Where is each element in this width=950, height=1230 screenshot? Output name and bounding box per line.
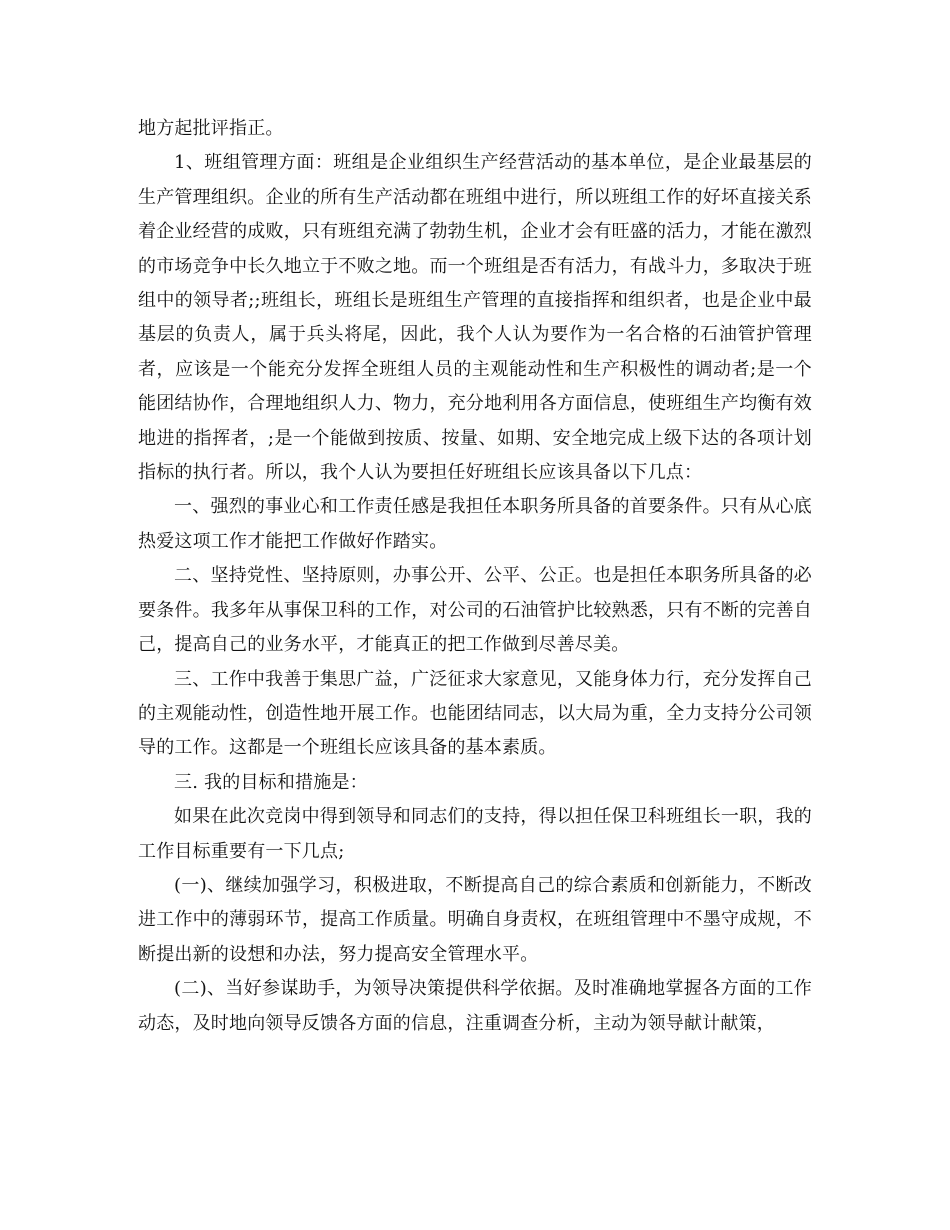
section-heading: 三. 我的目标和措施是：	[174, 771, 368, 793]
paragraph-3: 二、坚持党性、坚持原则，办事公开、公平、公正。也是担任本职务所具备的必要条件。我多年从事保卫科的工作，对公司的石油管护比较熟悉，只有不断的完善自己，提高自己的业务水平，才能真正的把工作做到尽善尽美。	[138, 565, 812, 656]
paragraph-1: 1、班组管理方面：班组是企业组织生产经营活动的基本单位，是企业最基层的生产管理组织。企业的所有生产活动都在班组中进行，所以班组工作的好坏直接关系着企业经营的成败，只有班组充满了勃勃生机，企业才会有旺盛的活力，才能在激烈的市场竞争中长久地立于不败之地。而一个班组是否有活力，有战斗力，多取决于班组中的领导者;;班组长，班组长是班组生产管理的直接指挥和组织者，也是企业中最基层的负责人，属于兵头将尾，因此，我个人认为要作为一名合格的石油管护管理者，应该是一个能充分发挥全班组人员的主观能动性和生产积极性的调动者;是一个能团结协作，合理地组织人力、物力，充分地利用各方面信息，使班组生产均衡有效地进的指挥者，;是一个能做到按质、按量、如期、安全地完成上级下达的各项计划指标的执行者。所以，我个人认为要担任好班组长应该具备以下几点：	[138, 152, 812, 484]
paragraph-8: (二)、当好参谋助手，为领导决策提供科学依据。及时准确地掌握各方面的工作动态，及时地向领导反馈各方面的信息，注重调查分析，主动为领导献计献策，	[138, 978, 812, 1034]
paragraph-7: (一)、继续加强学习，积极进取，不断提高自己的综合素质和创新能力，不断改进工作中的薄弱环节，提高工作质量。明确自身责权，在班组管理中不墨守成规，不断提出新的设想和办法，努力提高安全管理水平。	[138, 874, 812, 965]
paragraph-6: 如果在此次竞岗中得到领导和同志们的支持，得以担任保卫科班组长一职，我的工作目标重要有一下几点;	[138, 806, 812, 862]
paragraph-4: 三、工作中我善于集思广益，广泛征求大家意见，又能身体力行，充分发挥自己的主观能动性，创造性地开展工作。也能团结同志，以大局为重，全力支持分公司领导的工作。这都是一个班组长应该具备的基本素质。	[138, 668, 812, 759]
paragraph-2: 一、强烈的事业心和工作责任感是我担任本职务所具备的首要条件。只有从心底热爱这项工作才能把工作做好作踏实。	[138, 496, 812, 552]
document-body	[138, 112, 812, 1041]
paragraph-0: 地方起批评指正。	[138, 118, 284, 139]
